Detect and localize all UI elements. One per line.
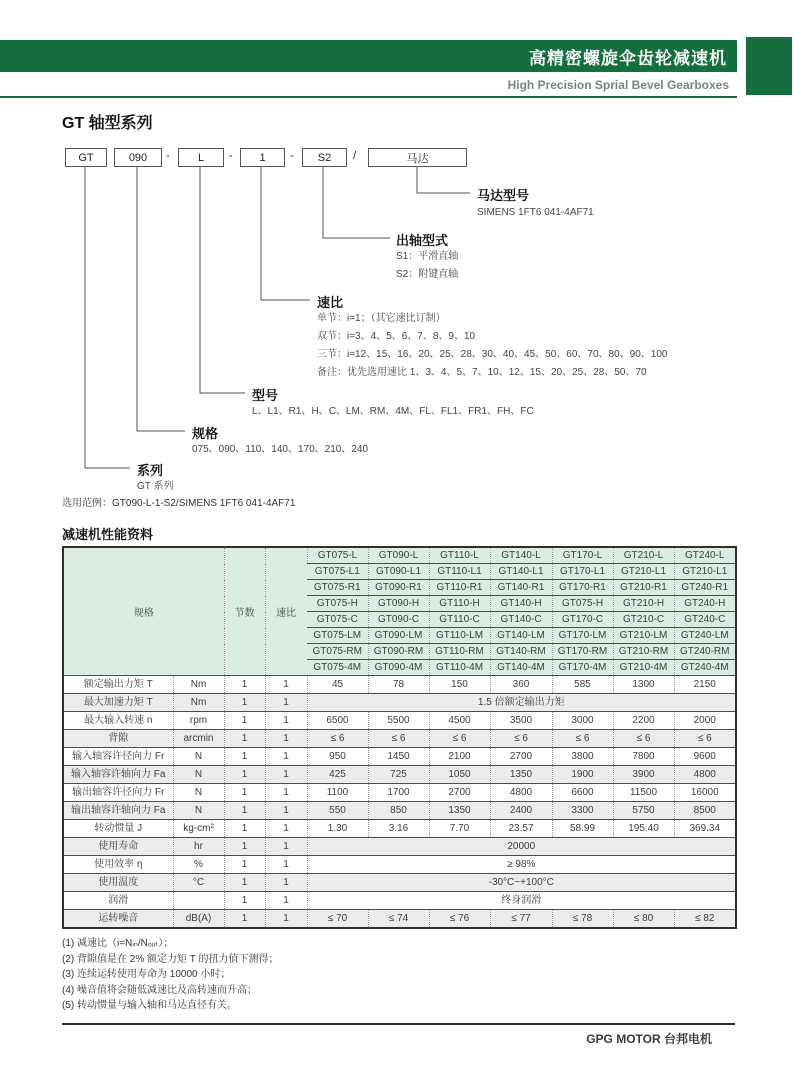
code-box-size: 090 <box>114 148 162 167</box>
corner-spec-cell: 规格 <box>63 547 224 676</box>
performance-table <box>62 546 737 929</box>
model-cell: GT170-L1 <box>552 564 613 580</box>
model-cell: GT170-R1 <box>552 580 613 596</box>
value-cell: 1050 <box>429 766 490 784</box>
value-cell: 1300 <box>613 676 674 694</box>
model-cell: GT090-L1 <box>368 564 429 580</box>
value-cell: 6500 <box>307 712 368 730</box>
value-cell: 195.40 <box>613 820 674 838</box>
footnotes <box>62 936 279 1014</box>
model-cell: GT170-L <box>552 547 613 564</box>
legend-ratio-line: 备注：优先选用速比 1、3、4、5、7、10、12、15、20、25、28、50、70 <box>317 367 647 378</box>
spanned-value-cell: -30°C~+100°C <box>307 874 736 892</box>
value-cell: 2700 <box>429 784 490 802</box>
param-name-cell: 转动惯量 J <box>63 820 173 838</box>
model-cell: GT075-H <box>307 596 368 612</box>
model-cell: GT140-C <box>490 612 552 628</box>
value-cell: 1.30 <box>307 820 368 838</box>
param-name-cell: 输出轴容许轴向力 Fa <box>63 802 173 820</box>
model-cell: GT240-H <box>674 596 736 612</box>
value-cell: 6600 <box>552 784 613 802</box>
model-cell: GT110-4M <box>429 660 490 676</box>
value-cell: ≤ 78 <box>552 910 613 929</box>
model-cell: GT140-LM <box>490 628 552 644</box>
legend-model-title: 型号 <box>252 388 279 403</box>
value-cell: 725 <box>368 766 429 784</box>
code-box-shaft: S2 <box>302 148 347 167</box>
value-cell: 2400 <box>490 802 552 820</box>
value-cell: 150 <box>429 676 490 694</box>
model-header-row <box>63 547 736 564</box>
model-cell: GT240-L <box>674 547 736 564</box>
unit-cell: kg-cm² <box>173 820 224 838</box>
value-cell: 1900 <box>552 766 613 784</box>
table-row <box>63 838 736 856</box>
table-row <box>63 910 736 929</box>
section-heading: GT 轴型系列 <box>62 115 153 132</box>
stages-cell: 1 <box>224 784 265 802</box>
code-box-ratio: 1 <box>240 148 285 167</box>
value-cell: 1350 <box>490 766 552 784</box>
model-cell: GT090-4M <box>368 660 429 676</box>
value-cell: 3300 <box>552 802 613 820</box>
value-cell: 7.70 <box>429 820 490 838</box>
unit-cell: % <box>173 856 224 874</box>
code-separator: - <box>166 150 170 162</box>
stages-cell: 1 <box>224 748 265 766</box>
corner-stages-cell: 节数 <box>224 547 265 676</box>
value-cell: 7800 <box>613 748 674 766</box>
value-cell: 45 <box>307 676 368 694</box>
unit-cell: °C <box>173 874 224 892</box>
model-cell: GT090-LM <box>368 628 429 644</box>
table-row <box>63 748 736 766</box>
value-cell: ≤ 74 <box>368 910 429 929</box>
value-cell: 3000 <box>552 712 613 730</box>
ratio-cell: 1 <box>265 910 307 929</box>
code-box-series: GT <box>65 148 107 167</box>
legend-size-title: 规格 <box>192 426 219 441</box>
value-cell: 950 <box>307 748 368 766</box>
model-cell: GT090-RM <box>368 644 429 660</box>
param-name-cell: 背隙 <box>63 730 173 748</box>
stages-cell: 1 <box>224 910 265 929</box>
table-row <box>63 730 736 748</box>
value-cell: 11500 <box>613 784 674 802</box>
model-cell: GT140-4M <box>490 660 552 676</box>
footnote: (5) 转动惯量与输入轴和马达直径有关。 <box>62 1000 237 1011</box>
model-cell: GT170-C <box>552 612 613 628</box>
model-cell: GT240-LM <box>674 628 736 644</box>
value-cell: 2150 <box>674 676 736 694</box>
model-cell: GT140-RM <box>490 644 552 660</box>
model-cell: GT170-4M <box>552 660 613 676</box>
value-cell: ≤ 6 <box>613 730 674 748</box>
header-green-bar <box>0 40 737 72</box>
param-name-cell: 输出轴容许径向力 Fr <box>63 784 173 802</box>
model-cell: GT210-4M <box>613 660 674 676</box>
table-row <box>63 856 736 874</box>
stages-cell: 1 <box>224 820 265 838</box>
unit-cell: hr <box>173 838 224 856</box>
unit-cell: Nm <box>173 694 224 712</box>
unit-cell: N <box>173 748 224 766</box>
value-cell: 5500 <box>368 712 429 730</box>
value-cell: 3800 <box>552 748 613 766</box>
model-cell: GT090-L <box>368 547 429 564</box>
model-cell: GT075-L <box>307 547 368 564</box>
value-cell: 9600 <box>674 748 736 766</box>
footer-brand: GPG MOTOR 台邦电机 <box>586 1032 712 1046</box>
legend-model-line: L、L1、R1、H、C、LM、RM、4M、FL、FL1、FR1、FH、FC <box>252 406 534 417</box>
spanned-value-cell: ≥ 98% <box>307 856 736 874</box>
model-cell: GT075-H <box>552 596 613 612</box>
ratio-cell: 1 <box>265 712 307 730</box>
ratio-cell: 1 <box>265 694 307 712</box>
model-cell: GT210-RM <box>613 644 674 660</box>
ratio-cell: 1 <box>265 802 307 820</box>
value-cell: 850 <box>368 802 429 820</box>
stages-cell: 1 <box>224 766 265 784</box>
unit-cell: N <box>173 802 224 820</box>
ratio-cell: 1 <box>265 820 307 838</box>
ratio-cell: 1 <box>265 856 307 874</box>
value-cell: ≤ 6 <box>552 730 613 748</box>
model-cell: GT090-H <box>368 596 429 612</box>
table-row <box>63 676 736 694</box>
value-cell: 2200 <box>613 712 674 730</box>
value-cell: ≤ 6 <box>490 730 552 748</box>
model-cell: GT110-R1 <box>429 580 490 596</box>
model-cell: GT210-L <box>613 547 674 564</box>
model-cell: GT110-C <box>429 612 490 628</box>
value-cell: 1700 <box>368 784 429 802</box>
header-corner-square <box>746 37 792 95</box>
model-cell: GT210-L1 <box>674 564 736 580</box>
param-name-cell: 润滑 <box>63 892 173 910</box>
ratio-cell: 1 <box>265 676 307 694</box>
legend-size-line: 075、090、110、140、170、210、240 <box>192 444 369 455</box>
table-row <box>63 766 736 784</box>
legend-shaft-line: S2：附键直轴 <box>396 269 459 280</box>
legend-shaft-title: 出轴型式 <box>396 233 449 248</box>
unit-cell: N <box>173 784 224 802</box>
legend-motor-line: SIMENS 1FT6 041-4AF71 <box>477 207 594 218</box>
model-cell: GT110-L1 <box>429 564 490 580</box>
legend-series-title: 系列 <box>137 463 164 478</box>
page-title-cn: 高精密螺旋伞齿轮减速机 <box>529 48 727 68</box>
table-row <box>63 784 736 802</box>
ratio-cell: 1 <box>265 730 307 748</box>
code-separator: / <box>353 150 357 162</box>
value-cell: 4800 <box>490 784 552 802</box>
value-cell: 8500 <box>674 802 736 820</box>
spanned-value-cell: 1.5 倍额定输出力矩 <box>307 694 736 712</box>
value-cell: 585 <box>552 676 613 694</box>
spanned-value-cell: 20000 <box>307 838 736 856</box>
footnote: (1) 减速比（i=Nᵢₙ/Nₒᵤₜ）； <box>62 938 174 949</box>
value-cell: 1350 <box>429 802 490 820</box>
model-cell: GT240-R1 <box>674 580 736 596</box>
code-box-model: L <box>178 148 224 167</box>
table-heading: 减速机性能资料 <box>62 527 154 542</box>
value-cell: 369.34 <box>674 820 736 838</box>
legend-ratio-title: 速比 <box>317 295 344 310</box>
param-name-cell: 使用寿命 <box>63 838 173 856</box>
stages-cell: 1 <box>224 730 265 748</box>
stages-cell: 1 <box>224 892 265 910</box>
value-cell: 5750 <box>613 802 674 820</box>
model-cell: GT140-R1 <box>490 580 552 596</box>
table-row <box>63 712 736 730</box>
stages-cell: 1 <box>224 874 265 892</box>
legend-ratio-line: 双节：i=3、4、5、6、7、8、9、10 <box>317 331 476 342</box>
model-cell: GT210-L1 <box>613 564 674 580</box>
legend-series-line: GT 系列 <box>137 481 174 492</box>
model-code-diagram <box>0 142 794 514</box>
unit-cell: arcmin <box>173 730 224 748</box>
unit-cell <box>173 892 224 910</box>
value-cell: 425 <box>307 766 368 784</box>
stages-cell: 1 <box>224 676 265 694</box>
unit-cell: Nm <box>173 676 224 694</box>
model-cell: GT240-4M <box>674 660 736 676</box>
unit-cell: N <box>173 766 224 784</box>
value-cell: 3900 <box>613 766 674 784</box>
param-name-cell: 使用效率 η <box>63 856 173 874</box>
stages-cell: 1 <box>224 694 265 712</box>
model-cell: GT075-4M <box>307 660 368 676</box>
performance-table-body <box>63 547 736 928</box>
footnote: (4) 噪音值将会随低减速比及高转速而升高； <box>62 984 257 996</box>
model-cell: GT075-LM <box>307 628 368 644</box>
model-cell: GT210-R1 <box>613 580 674 596</box>
ratio-cell: 1 <box>265 838 307 856</box>
model-cell: GT170-LM <box>552 628 613 644</box>
value-cell: 4800 <box>674 766 736 784</box>
model-cell: GT140-L <box>490 547 552 564</box>
model-cell: GT075-RM <box>307 644 368 660</box>
unit-cell: rpm <box>173 712 224 730</box>
value-cell: 1100 <box>307 784 368 802</box>
model-cell: GT240-C <box>674 612 736 628</box>
stages-cell: 1 <box>224 802 265 820</box>
value-cell: ≤ 77 <box>490 910 552 929</box>
value-cell: ≤ 6 <box>368 730 429 748</box>
model-cell: GT110-H <box>429 596 490 612</box>
value-cell: 360 <box>490 676 552 694</box>
legend-shaft-line: S1：平滑直轴 <box>396 251 459 262</box>
value-cell: ≤ 80 <box>613 910 674 929</box>
ratio-cell: 1 <box>265 748 307 766</box>
code-separator: - <box>290 150 294 162</box>
param-name-cell: 输入轴容许径向力 Fr <box>63 748 173 766</box>
value-cell: 3500 <box>490 712 552 730</box>
value-cell: ≤ 6 <box>429 730 490 748</box>
value-cell: 4500 <box>429 712 490 730</box>
model-cell: GT110-L <box>429 547 490 564</box>
spanned-value-cell: 终身润滑 <box>307 892 736 910</box>
value-cell: 1450 <box>368 748 429 766</box>
model-cell: GT210-C <box>613 612 674 628</box>
param-name-cell: 最大加速力矩 T <box>63 694 173 712</box>
model-cell: GT090-R1 <box>368 580 429 596</box>
code-box-motor: 马达 <box>368 148 467 167</box>
model-cell: GT210-H <box>613 596 674 612</box>
ratio-cell: 1 <box>265 766 307 784</box>
value-cell: 16000 <box>674 784 736 802</box>
value-cell: 58.99 <box>552 820 613 838</box>
model-cell: GT075-L1 <box>307 564 368 580</box>
value-cell: 78 <box>368 676 429 694</box>
table-row <box>63 892 736 910</box>
value-cell: 2700 <box>490 748 552 766</box>
stages-cell: 1 <box>224 838 265 856</box>
footer-rule <box>62 1023 735 1025</box>
stages-cell: 1 <box>224 712 265 730</box>
footnote: (3) 连续运转使用寿命为 10000 小时； <box>62 969 231 980</box>
unit-cell: dB(A) <box>173 910 224 929</box>
value-cell: 3.16 <box>368 820 429 838</box>
value-cell: 2000 <box>674 712 736 730</box>
ratio-cell: 1 <box>265 784 307 802</box>
page-title-en: High Precision Sprial Bevel Gearboxes <box>507 78 729 92</box>
legend-motor-title: 马达型号 <box>477 188 530 203</box>
code-separator: - <box>229 150 233 162</box>
value-cell: ≤ 76 <box>429 910 490 929</box>
model-cell: GT110-RM <box>429 644 490 660</box>
value-cell: ≤ 70 <box>307 910 368 929</box>
table-row <box>63 694 736 712</box>
legend-ratio-line: 单节：i=1；（其它速比订制） <box>317 313 446 324</box>
table-row <box>63 802 736 820</box>
param-name-cell: 输入轴容许轴向力 Fa <box>63 766 173 784</box>
model-cell: GT140-H <box>490 596 552 612</box>
param-name-cell: 最大输入转速 n <box>63 712 173 730</box>
model-cell: GT090-C <box>368 612 429 628</box>
ratio-cell: 1 <box>265 874 307 892</box>
table-row <box>63 874 736 892</box>
value-cell: ≤ 6 <box>307 730 368 748</box>
value-cell: ≤ 6 <box>674 730 736 748</box>
model-cell: GT075-R1 <box>307 580 368 596</box>
footnote: (2) 背隙值是在 2% 额定力矩 T 的扭力值下测得； <box>62 953 279 965</box>
value-cell: ≤ 82 <box>674 910 736 929</box>
header-subtitle-row <box>0 74 737 98</box>
param-name-cell: 运转噪音 <box>63 910 173 929</box>
model-cell: GT140-L1 <box>490 564 552 580</box>
table-row <box>63 820 736 838</box>
value-cell: 2100 <box>429 748 490 766</box>
legend-ratio-line: 三节：i=12、15、16、20、25、28、30、40、45、50、60、70、80、90、100 <box>317 349 668 360</box>
model-cell: GT110-LM <box>429 628 490 644</box>
ratio-cell: 1 <box>265 892 307 910</box>
value-cell: 550 <box>307 802 368 820</box>
model-cell: GT075-C <box>307 612 368 628</box>
value-cell: 23.57 <box>490 820 552 838</box>
model-cell: GT210-LM <box>613 628 674 644</box>
selection-example: 选用范例：GT090-L-1-S2/SIMENS 1FT6 041-4AF71 <box>62 498 296 509</box>
model-cell: GT170-RM <box>552 644 613 660</box>
stages-cell: 1 <box>224 856 265 874</box>
param-name-cell: 使用温度 <box>63 874 173 892</box>
model-cell: GT240-RM <box>674 644 736 660</box>
corner-ratio-cell: 速比 <box>265 547 307 676</box>
param-name-cell: 额定输出力矩 T <box>63 676 173 694</box>
